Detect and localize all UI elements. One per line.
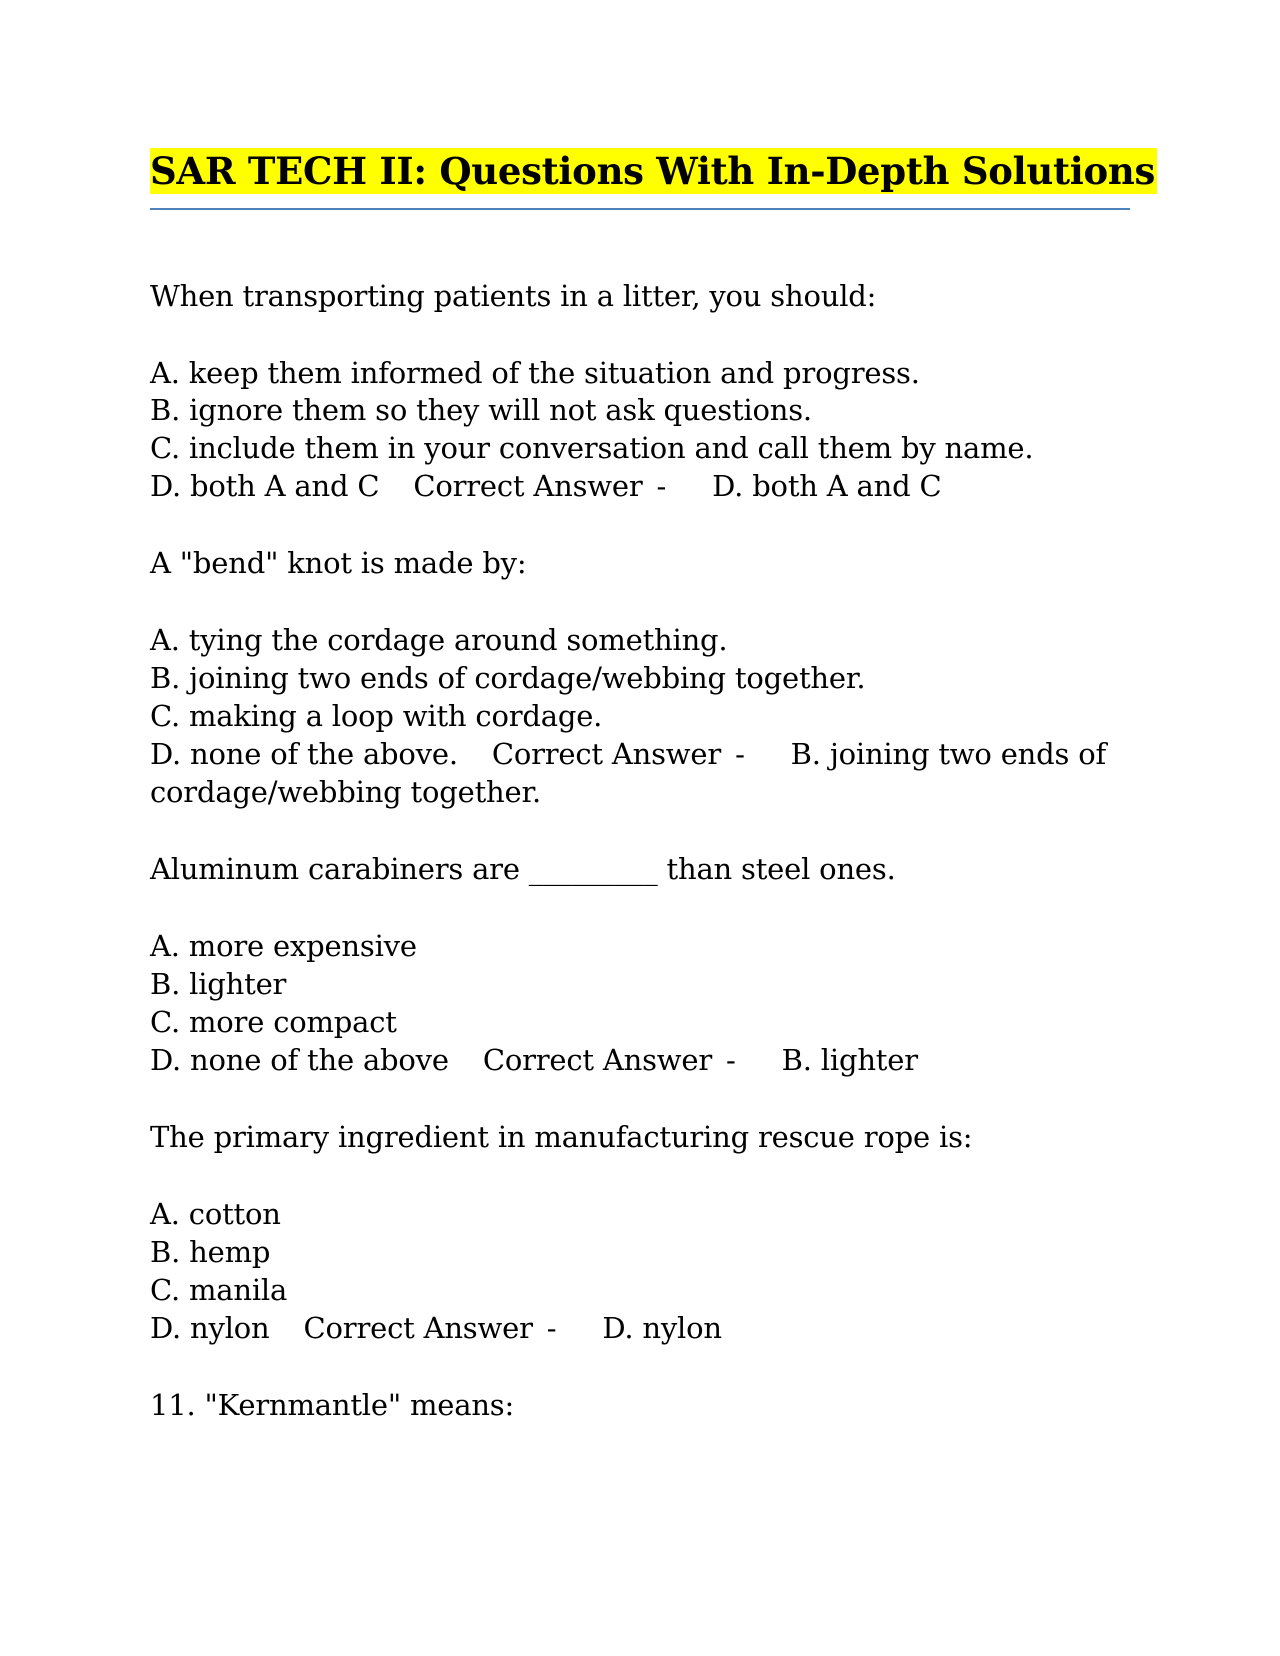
question-option: A. more expensive	[150, 929, 417, 963]
answer-line	[150, 467, 941, 505]
correct-answer-label: Correct Answer	[491, 737, 722, 771]
question-option: C. include them in your conversation and call them by name.	[150, 431, 1034, 465]
correct-answer-value: D. nylon	[602, 1311, 722, 1345]
title-block	[150, 148, 1156, 210]
question-prompt: The primary ingredient in manufacturing rescue rope is:	[150, 1120, 973, 1154]
correct-answer-value: B. lighter	[781, 1043, 918, 1077]
answer-line	[150, 735, 1106, 773]
answer-dash: -	[726, 1043, 736, 1077]
question-option: C. making a loop with cordage.	[150, 699, 603, 733]
correct-answer-label: Correct Answer	[303, 1311, 533, 1345]
correct-answer-continued: cordage/webbing together.	[150, 775, 541, 809]
correct-answer-label: Correct Answer	[413, 469, 643, 503]
question-option: D. none of the above	[150, 1043, 449, 1077]
page-title: SAR TECH II: Questions With In-Depth Solutions	[150, 149, 1156, 193]
question-option: B. lighter	[150, 967, 287, 1001]
answer-dash: -	[546, 1311, 557, 1345]
correct-answer-label: Correct Answer	[482, 1043, 713, 1077]
question-option: D. nylon	[150, 1311, 270, 1345]
answer-line	[150, 1309, 722, 1347]
question-option: A. keep them informed of the situation and progress.	[150, 356, 920, 390]
question-option: B. ignore them so they will not ask questions.	[150, 393, 812, 427]
question-option: C. more compact	[150, 1005, 397, 1039]
question-prompt: A "bend" knot is made by:	[150, 546, 527, 580]
answer-line	[150, 1041, 918, 1079]
correct-answer-value: B. joining two ends of	[790, 737, 1107, 771]
question-option: A. tying the cordage around something.	[150, 623, 728, 657]
question-option: D. none of the above.	[150, 737, 458, 771]
correct-answer-value: D. both A and C	[712, 469, 942, 503]
answer-dash: -	[735, 737, 745, 771]
question-option: A. cotton	[150, 1197, 281, 1231]
answer-dash: -	[656, 469, 667, 503]
question-prompt: When transporting patients in a litter, you should:	[150, 279, 877, 313]
question-prompt: Aluminum carabiners are _________ than steel ones.	[150, 852, 896, 886]
question-option: C. manila	[150, 1273, 288, 1307]
question-option: D. both A and C	[150, 469, 380, 503]
question-option: B. hemp	[150, 1235, 271, 1269]
question-option: B. joining two ends of cordage/webbing together.	[150, 661, 866, 695]
question-prompt: 11. "Kernmantle" means:	[150, 1388, 515, 1422]
